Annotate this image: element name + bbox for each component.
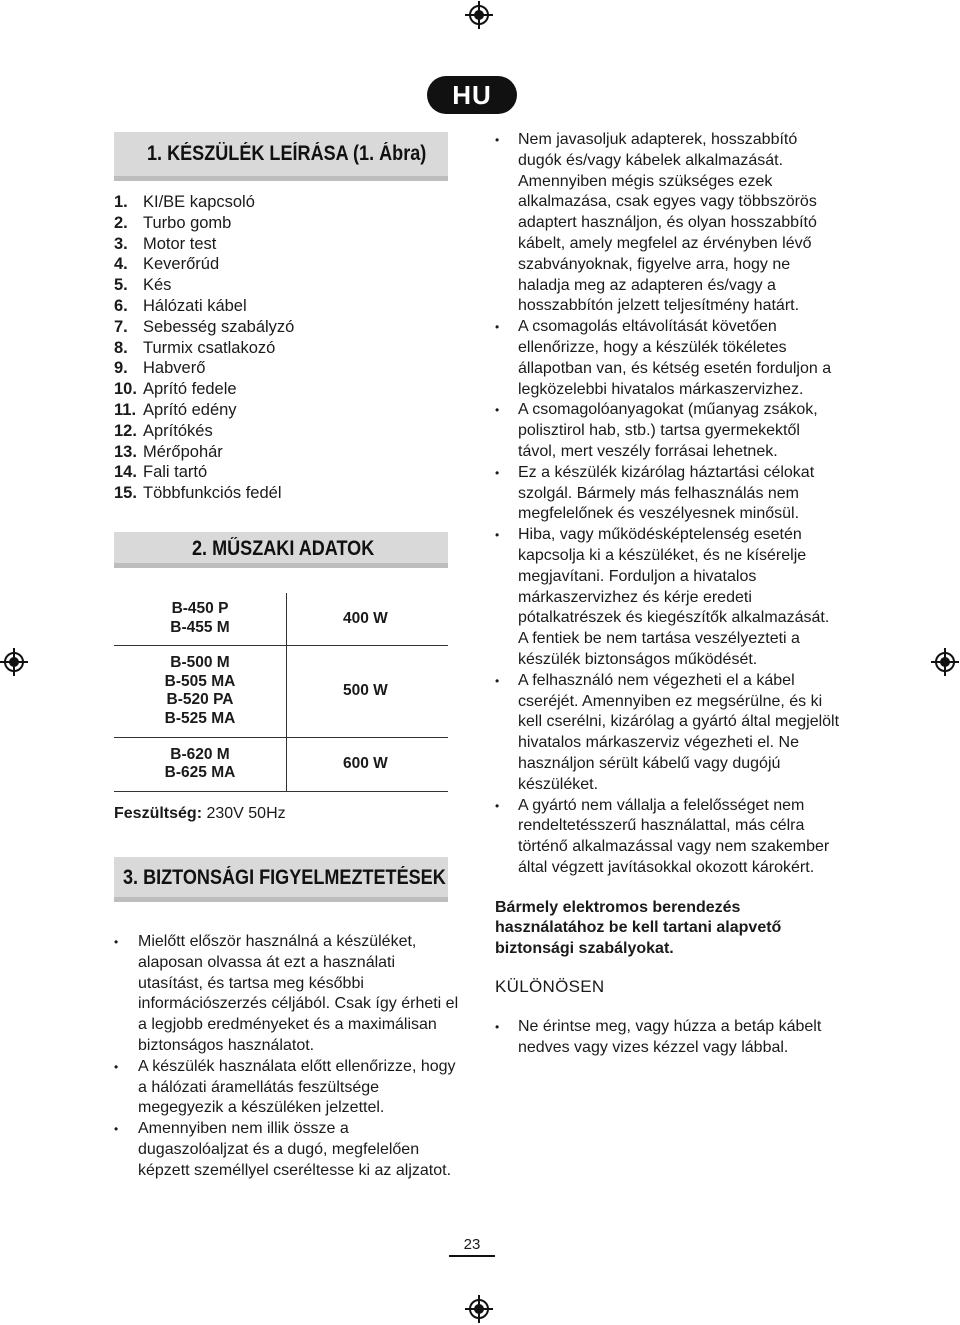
- part-label: Aprító edény: [143, 400, 237, 419]
- model-name: B-500 M: [170, 654, 230, 671]
- part-item: [114, 275, 294, 296]
- bullet-item: • Ne érintse meg, vagy húzza a betáp kábelt nedves vagy vizes kézzel vagy lábbal.: [495, 1017, 840, 1059]
- part-label: Fali tartó: [143, 463, 208, 482]
- bullet-item: • A csomagolóanyagokat (műanyag zsákok, polisztirol hab, stb.) tartsa gyermekektől távol, mert veszély forrásai lehetnek.: [495, 400, 840, 462]
- voltage-line: [114, 805, 286, 823]
- part-item: [114, 462, 294, 483]
- model-name: B-450 P: [171, 600, 229, 618]
- part-label: Motor test: [143, 234, 217, 253]
- part-item: [114, 379, 294, 400]
- part-number: 15.: [114, 484, 137, 503]
- registration-mark-icon: [469, 1299, 489, 1319]
- safety-warning: Bármely elektromos berendezés használatához be kell tartani alapvető biztonsági szabályokat.: [495, 898, 782, 958]
- part-number: 6.: [114, 296, 128, 315]
- model-name: B-620 M: [170, 745, 230, 763]
- part-label: Hálózati kábel: [143, 296, 247, 315]
- part-label: KI/BE kapcsoló: [143, 193, 255, 211]
- part-number: 1.: [114, 193, 128, 211]
- part-label: Mérőpohár: [143, 442, 223, 461]
- part-item: [114, 421, 294, 442]
- part-number: 4.: [114, 255, 128, 274]
- part-label: Keverőrúd: [143, 255, 220, 274]
- bullet-item: • Mielőtt először használná a készüléket, alaposan olvassa át ezt a használati utasítást, és tartsa meg későbbi információszerzés céljából. Csak így érheti el a legjobb eredményeket és a maximálisan biztonságos használatot.: [114, 932, 459, 1057]
- part-number: 3.: [114, 234, 128, 253]
- voltage-value: 230V 50Hz: [202, 805, 286, 822]
- safety-list-right: [495, 130, 840, 879]
- bullet-item: • Nem javasoljuk adapterek, hosszabbító dugók és/vagy kábelek alkalmazását. Amennyiben mégis szükséges ezek alkalmazása, csak egyes vagy többszörös adaptert használjon, és olyan hosszabbító kábelt, amely megfelel az érvényben lévő szabványoknak, figyelve arra, hogy ne haladja meg az adapteren és/vagy a hosszabbítón jelzett teljesítmény határt.: [495, 130, 840, 317]
- part-number: 2.: [114, 213, 128, 232]
- special-list: [495, 1017, 840, 1059]
- part-item: [114, 213, 294, 234]
- part-number: 10.: [114, 380, 137, 399]
- safety-list-left: [114, 932, 459, 1182]
- part-number: 13.: [114, 442, 137, 461]
- part-item: [114, 442, 294, 463]
- section-2-title: 2. MŰSZAKI ADATOK: [192, 537, 375, 560]
- registration-mark-icon: [469, 5, 489, 25]
- registration-mark-icon: [4, 652, 24, 672]
- model-name: B-505 MA: [164, 672, 236, 690]
- spec-power: 500 W: [287, 645, 449, 737]
- part-label: Többfunkciós fedél: [143, 484, 282, 503]
- page-number: 23: [449, 1236, 495, 1257]
- spec-power: 600 W: [287, 737, 449, 791]
- part-number: 11.: [114, 400, 137, 419]
- part-label: Sebesség szabályzó: [143, 317, 295, 336]
- bullet-item: • A gyártó nem vállalja a felelősséget nem rendeltetésszerű használattal, más célra történő alkalmazással vagy nem szakember által végzett javításokkal okozott károkért.: [495, 796, 840, 879]
- part-number: 9.: [114, 359, 128, 378]
- part-label: Turmix csatlakozó: [143, 338, 276, 357]
- part-label: Aprítókés: [143, 421, 213, 440]
- bullet-item: • Ez a készülék kizárólag háztartási célokat szolgál. Bármely más felhasználás nem megfelelőnek és veszélyesnek minősül.: [495, 463, 840, 525]
- part-number: 7.: [114, 317, 128, 336]
- part-item: [114, 254, 294, 275]
- spec-power: 400 W: [287, 593, 449, 645]
- special-heading: KÜLÖNÖSEN: [495, 977, 605, 997]
- section-3-title: 3. BIZTONSÁGI FIGYELMEZTETÉSEK: [123, 866, 446, 889]
- part-number: 5.: [114, 276, 128, 295]
- registration-mark-icon: [935, 652, 955, 672]
- part-label: Habverő: [143, 359, 206, 378]
- section-1-title: 1. KÉSZÜLÉK LEÍRÁSA (1. Ábra): [147, 142, 427, 165]
- part-item: [114, 358, 294, 379]
- part-number: 12.: [114, 421, 137, 440]
- part-item: [114, 192, 294, 213]
- part-item: [114, 400, 294, 421]
- spec-models: [114, 737, 287, 791]
- bullet-item: • A készülék használata előtt ellenőrizze, hogy a hálózati áramellátás feszültsége megegyezik a készüléken jelzettel.: [114, 1057, 459, 1119]
- part-number: 14.: [114, 463, 137, 482]
- part-label: Aprító fedele: [143, 380, 237, 399]
- bullet-item: • A csomagolás eltávolítását követően ellenőrizze, hogy a készülék tökéletes állapotban van, és kétség esetén forduljon a legközelebbi hivatalos márkaszervizhez.: [495, 317, 840, 400]
- spec-row: [114, 645, 448, 737]
- part-item: [114, 338, 294, 359]
- part-item: [114, 296, 294, 317]
- spec-row: [114, 737, 448, 791]
- specs-table: [114, 593, 448, 792]
- language-badge: HU: [427, 76, 517, 114]
- bullet-item: • A felhasználó nem végezheti el a kábel cseréjét. Amennyiben ez megsérülne, és ki kell cserélni, kizárólag a gyártó által megjelölt hivatalos márkaszerviz végezheti el. Ne használjon sérült kábelű vagy dugójú készüléket.: [495, 671, 840, 796]
- parts-list: [114, 192, 294, 504]
- section-1-header: [114, 132, 448, 181]
- bullet-item: • Amennyiben nem illik össze a dugaszolóaljzat és a dugó, megfelelően képzett személlyel cseréltesse ki az aljzatot.: [114, 1119, 459, 1181]
- section-2-header: [114, 532, 448, 568]
- part-item: [114, 483, 294, 504]
- part-number: 8.: [114, 338, 128, 357]
- right-column: [495, 130, 840, 1058]
- model-name: B-525 MA: [164, 709, 236, 727]
- model-name: B-625 MA: [164, 764, 236, 781]
- spec-row: [114, 593, 448, 645]
- section-3-header: [114, 857, 448, 902]
- part-item: [114, 317, 294, 338]
- spec-models: [114, 645, 287, 737]
- voltage-label: Feszültség:: [114, 805, 203, 822]
- model-name: B-455 M: [170, 618, 230, 636]
- model-name: B-520 PA: [166, 691, 234, 708]
- part-label: Kés: [143, 276, 172, 295]
- bullet-item: • Hiba, vagy működésképtelenség esetén kapcsolja ki a készüléket, és ne kísérelje megjavítani. Forduljon a hivatalos márkaszervizhez és kérje eredeti pótalkatrészek és kiegészítők alkalmazását. A fentiek be nem tartása veszélyezteti a készülék biztonságos működését.: [495, 525, 840, 671]
- part-item: [114, 234, 294, 255]
- spec-models: [114, 593, 287, 645]
- part-label: Turbo gomb: [143, 213, 232, 232]
